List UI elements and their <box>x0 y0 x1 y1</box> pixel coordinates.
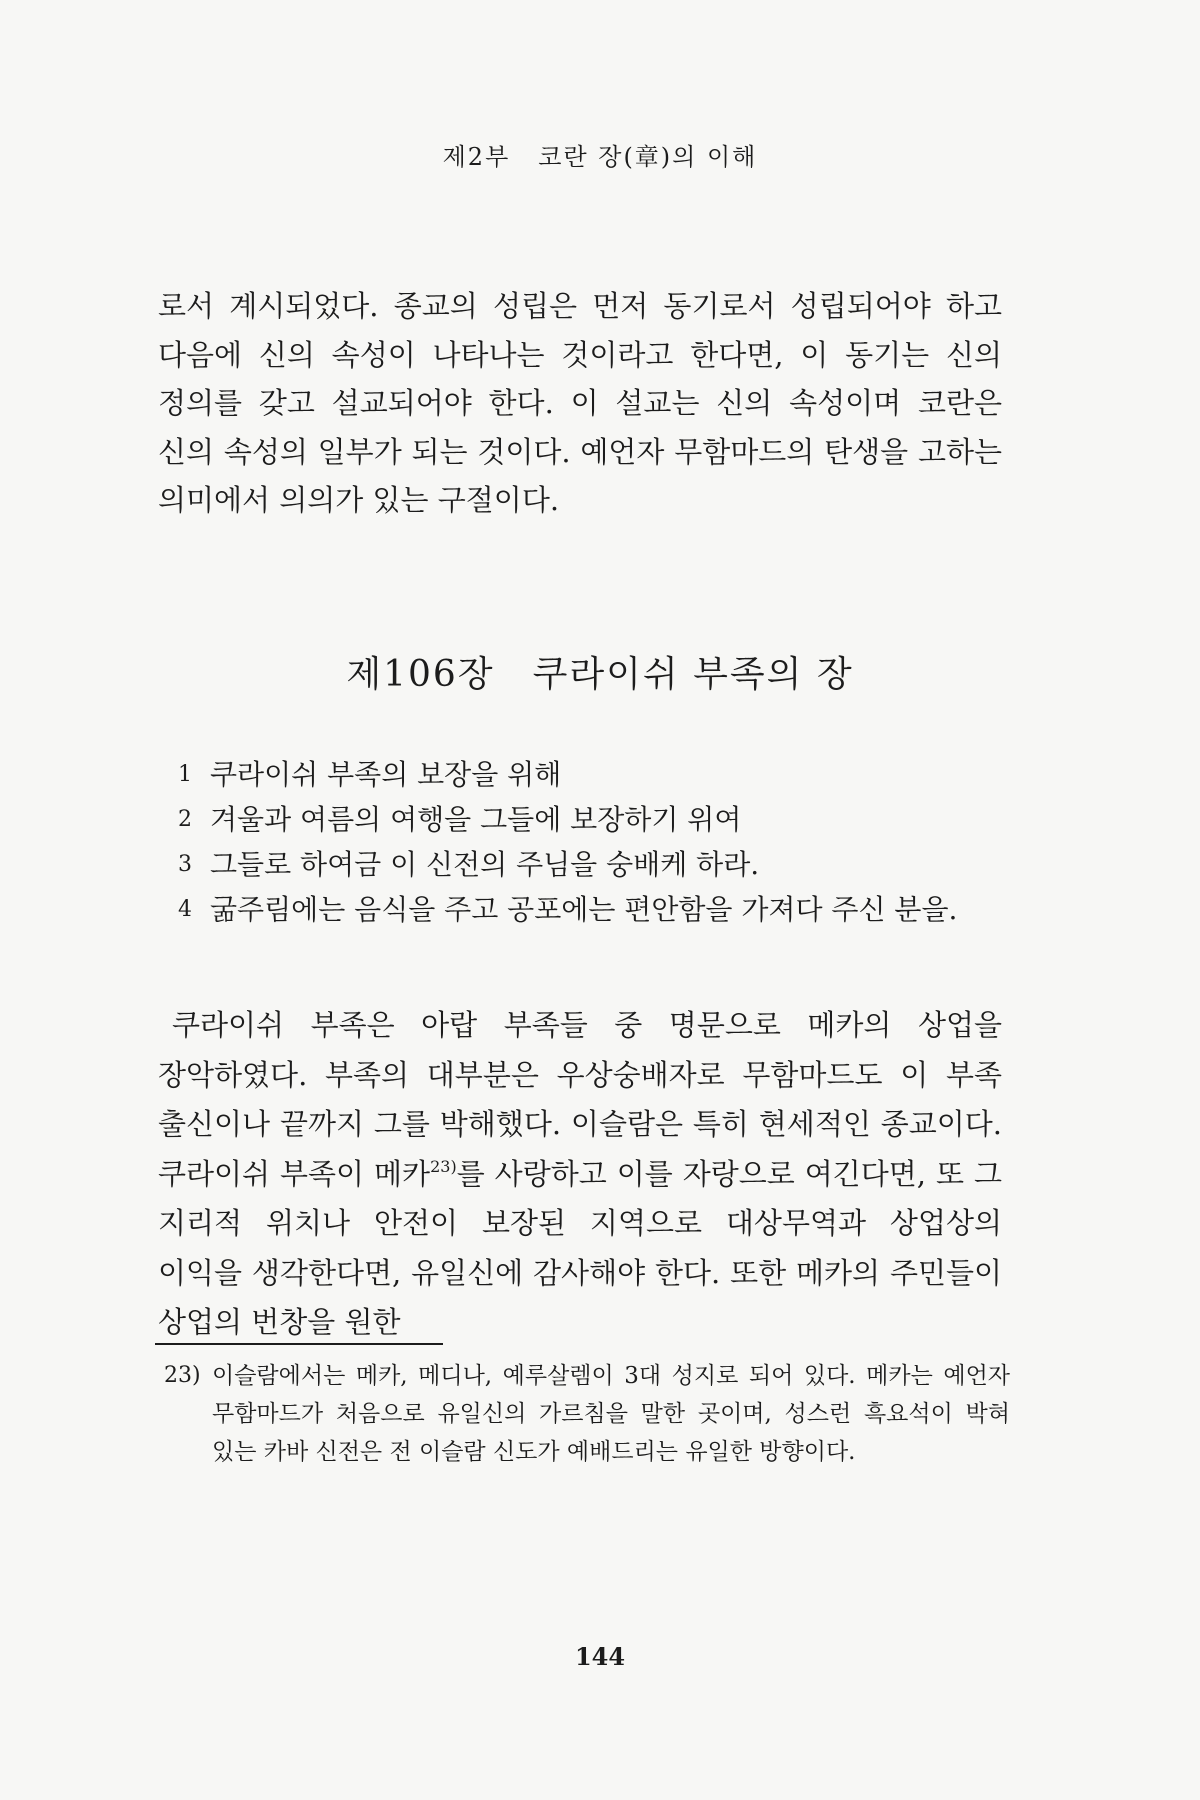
footnote-number: 23) <box>164 1363 201 1388</box>
chapter-number: 제106장 <box>346 654 495 695</box>
verse-item <box>178 752 1008 797</box>
running-header <box>0 137 1200 172</box>
commentary-paragraph <box>158 1001 1002 1348</box>
verse-number: 3 <box>178 852 192 877</box>
verse-text: 겨울과 여름의 여행을 그들에 보장하기 위여 <box>210 803 742 836</box>
paragraph-continued: 로서 계시되었다. 종교의 성립은 먼저 동기로서 성립되어야 하고 다음에 신의 속성이 나타나는 것이라고 한다면, 이 동기는 신의 정의를 갖고 설교되어야 한다. 이 설교는 신의 속성이며 코란은 신의 속성의 일부가 되는 것이다. 예언자 무함마드의 탄생을 고하는 의미에서 의의가 있는 구절이다. <box>158 289 1002 517</box>
header-title: 코란 장(章)의 이해 <box>538 143 758 171</box>
header-part: 제2부 <box>442 143 511 171</box>
verse-item <box>178 887 1008 932</box>
verse-number: 1 <box>178 762 192 787</box>
footnote-reference[interactable]: 23) <box>430 1156 457 1176</box>
chapter-title: 쿠라이쉬 부족의 장 <box>532 654 854 695</box>
footnote <box>164 1357 1010 1471</box>
footnote-divider <box>155 1343 443 1345</box>
verse-item <box>178 842 1008 887</box>
chapter-heading <box>0 646 1200 697</box>
commentary-text-end: 를 사랑하고 이를 자랑으로 여긴다면, 또 그 지리적 위치나 안전이 보장된 지역으로 대상무역과 상업상의 이익을 생각한다면, 유일신에 감사해야 한다. 또한 메카의 주민들이 상업의 번창을 원한 <box>158 1156 1002 1339</box>
verse-number: 2 <box>178 807 192 832</box>
verse-text: 굶주림에는 음식을 주고 공포에는 편안함을 가져다 주신 분을. <box>210 893 958 926</box>
commentary-text-start: 쿠라이쉬 부족은 아랍 부족들 중 명문으로 메카의 상업을 장악하였다. 부족의 대부분은 우상숭배자로 무함마드도 이 부족 출신이나 끝까지 그를 박해했다. 이슬람은 특히 현세적인 종교이다. 쿠라이쉬 부족이 메카 <box>158 1008 1002 1191</box>
verse-number: 4 <box>178 897 192 922</box>
verse-text: 쿠라이쉬 부족의 보장을 위해 <box>210 758 562 791</box>
page-number: 144 <box>574 1642 626 1671</box>
verse-text: 그들로 하여금 이 신전의 주님을 숭배케 하라. <box>210 848 760 881</box>
verse-list <box>178 752 1008 932</box>
verse-item <box>178 797 1008 842</box>
footnote-text: 이슬람에서는 메카, 메디나, 예루살렘이 3대 성지로 되어 있다. 메카는 예언자 무함마드가 처음으로 유일신의 가르침을 말한 곳이며, 성스런 흑요석이 박혀 있는 카바 신전은 전 이슬람 신도가 예배드리는 유일한 방향이다. <box>212 1363 1010 1465</box>
